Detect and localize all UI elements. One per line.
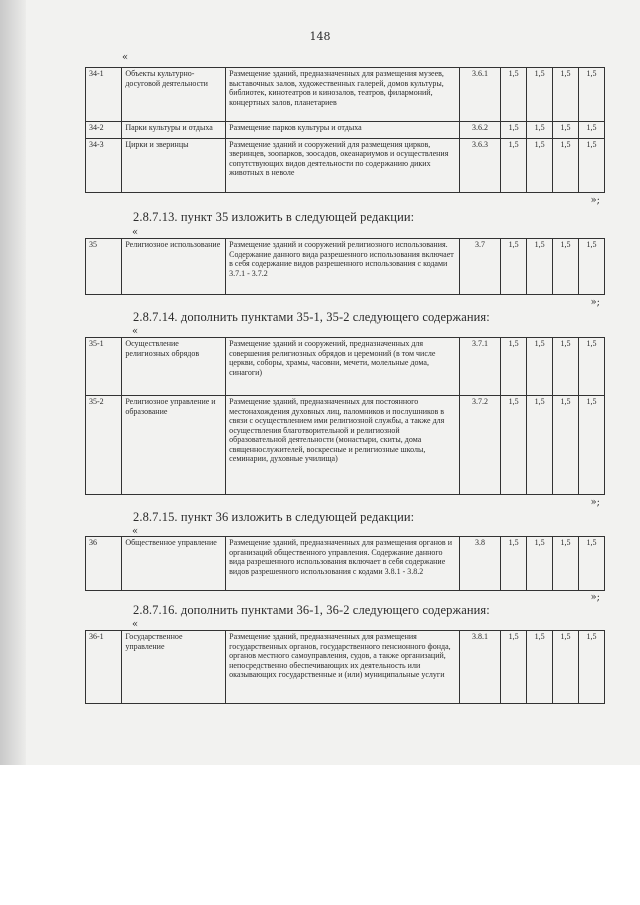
quote-open: « [132,619,139,630]
row-coefficient: 1,5 [579,239,605,295]
page-binding-shadow [0,0,26,765]
row-description: Размещение зданий, предназначенных для размещения государственных органов, государственного пенсионного фонда, органов местного самоуправления, судов, а также организаций, непосредственно обеспечивающих их деятельность или оказывающих государственные и (или) муниципальные услуги [226,631,460,704]
row-code: 3.6.2 [459,122,501,139]
row-coefficient: 1,5 [527,239,553,295]
row-code: 3.7 [459,239,501,295]
row-code: 3.8 [459,537,501,591]
table-items-34 [85,67,605,193]
row-use-name: Государственное управление [122,631,226,704]
table-items-35-1-35-2 [85,337,605,495]
section-heading-2-8-7-16: 2.8.7.16. дополнить пунктами 36-1, 36-2 следующего содержания: [133,603,490,617]
row-code: 3.6.1 [459,68,501,122]
row-coefficient: 1,5 [579,138,605,192]
row-coefficient: 1,5 [553,338,579,396]
table-row [86,239,605,295]
row-code: 3.8.1 [459,631,501,704]
row-use-name: Общественное управление [122,537,226,591]
table-row [86,338,605,396]
row-use-name: Религиозное управление и образование [122,396,226,495]
row-coefficient: 1,5 [527,537,553,591]
row-number: 34-1 [86,68,122,122]
row-use-name: Объекты культурно-досуговой деятельности [122,68,226,122]
section-heading-2-8-7-14: 2.8.7.14. дополнить пунктами 35-1, 35-2 следующего содержания: [133,310,490,324]
row-coefficient: 1,5 [501,537,527,591]
table-row [86,537,605,591]
row-number: 35-2 [86,396,122,495]
table-item-36-1 [85,630,605,704]
row-description: Размещение зданий и сооружений религиозного использования. Содержание данного вида разрешенного использования включает в себя содержание видов разрешенного использования с кодами 3.7.1 - 3.7.2 [226,239,460,295]
row-coefficient: 1,5 [527,122,553,139]
row-number: 34-2 [86,122,122,139]
table-row [86,396,605,495]
row-coefficient: 1,5 [553,396,579,495]
quote-close: »; [590,497,600,508]
row-description: Размещение зданий, предназначенных для размещения музеев, выставочных залов, художественных галерей, домов культуры, библиотек, кинотеатров и кинозалов, театров, филармоний, концертных залов, планетариев [226,68,460,122]
row-coefficient: 1,5 [501,68,527,122]
row-coefficient: 1,5 [553,138,579,192]
row-use-name: Парки культуры и отдыха [122,122,226,139]
quote-close: »; [590,592,600,603]
row-description: Размещение зданий и сооружений, предназначенных для совершения религиозных обрядов и церемоний (в том числе церкви, соборы, храмы, часовни, мечети, молельные дома, синагоги) [226,338,460,396]
quote-close: »; [590,297,600,308]
row-coefficient: 1,5 [527,68,553,122]
row-number: 35-1 [86,338,122,396]
row-coefficient: 1,5 [553,631,579,704]
row-description: Размещение парков культуры и отдыха [226,122,460,139]
row-coefficient: 1,5 [501,396,527,495]
row-coefficient: 1,5 [501,631,527,704]
quote-open: « [122,52,129,63]
table-row [86,68,605,122]
row-use-name: Религиозное использование [122,239,226,295]
row-coefficient: 1,5 [553,122,579,139]
row-coefficient: 1,5 [527,338,553,396]
row-coefficient: 1,5 [501,239,527,295]
row-coefficient: 1,5 [553,239,579,295]
row-coefficient: 1,5 [579,338,605,396]
table-item-36 [85,536,605,591]
row-coefficient: 1,5 [501,138,527,192]
row-coefficient: 1,5 [553,537,579,591]
row-description: Размещение зданий, предназначенных для постоянного местонахождения духовных лиц, паломников и послушников в связи с осуществлением ими религиозной службы, а также для осуществления благотворительной и религиозной образовательной деятельности (монастыри, скиты, дома священнослужителей, воскресные и религиозные школы, семинарии, духовные училища) [226,396,460,495]
row-description: Размещение зданий, предназначенных для размещения органов и организаций общественного управления. Содержание данного вида разрешенного использования включает в себя содержание видов разрешенного использования с кодами 3.8.1 - 3.8.2 [226,537,460,591]
row-coefficient: 1,5 [527,631,553,704]
quote-open: « [132,227,139,238]
row-code: 3.7.1 [459,338,501,396]
row-number: 36 [86,537,122,591]
row-coefficient: 1,5 [579,396,605,495]
row-coefficient: 1,5 [579,537,605,591]
table-row [86,122,605,139]
row-coefficient: 1,5 [579,68,605,122]
row-coefficient: 1,5 [553,68,579,122]
row-description: Размещение зданий и сооружений для размещения цирков, зверинцев, зоопарков, зоосадов, океанариумов и осуществления сопутствующих видов деятельности по содержанию диких животных в неволе [226,138,460,192]
table-row [86,138,605,192]
row-code: 3.7.2 [459,396,501,495]
row-coefficient: 1,5 [579,122,605,139]
row-number: 34-3 [86,138,122,192]
page-number: 148 [309,30,331,43]
row-coefficient: 1,5 [501,122,527,139]
row-number: 36-1 [86,631,122,704]
row-coefficient: 1,5 [527,138,553,192]
row-use-name: Осуществление религиозных обрядов [122,338,226,396]
row-coefficient: 1,5 [527,396,553,495]
row-coefficient: 1,5 [501,338,527,396]
table-item-35 [85,238,605,295]
row-use-name: Цирки и зверинцы [122,138,226,192]
table-row [86,631,605,704]
row-number: 35 [86,239,122,295]
quote-close: »; [590,195,600,206]
row-coefficient: 1,5 [579,631,605,704]
quote-open: « [132,326,139,337]
quote-open: « [132,526,139,537]
section-heading-2-8-7-13: 2.8.7.13. пункт 35 изложить в следующей редакции: [133,210,415,224]
section-heading-2-8-7-15: 2.8.7.15. пункт 36 изложить в следующей редакции: [133,510,415,524]
row-code: 3.6.3 [459,138,501,192]
